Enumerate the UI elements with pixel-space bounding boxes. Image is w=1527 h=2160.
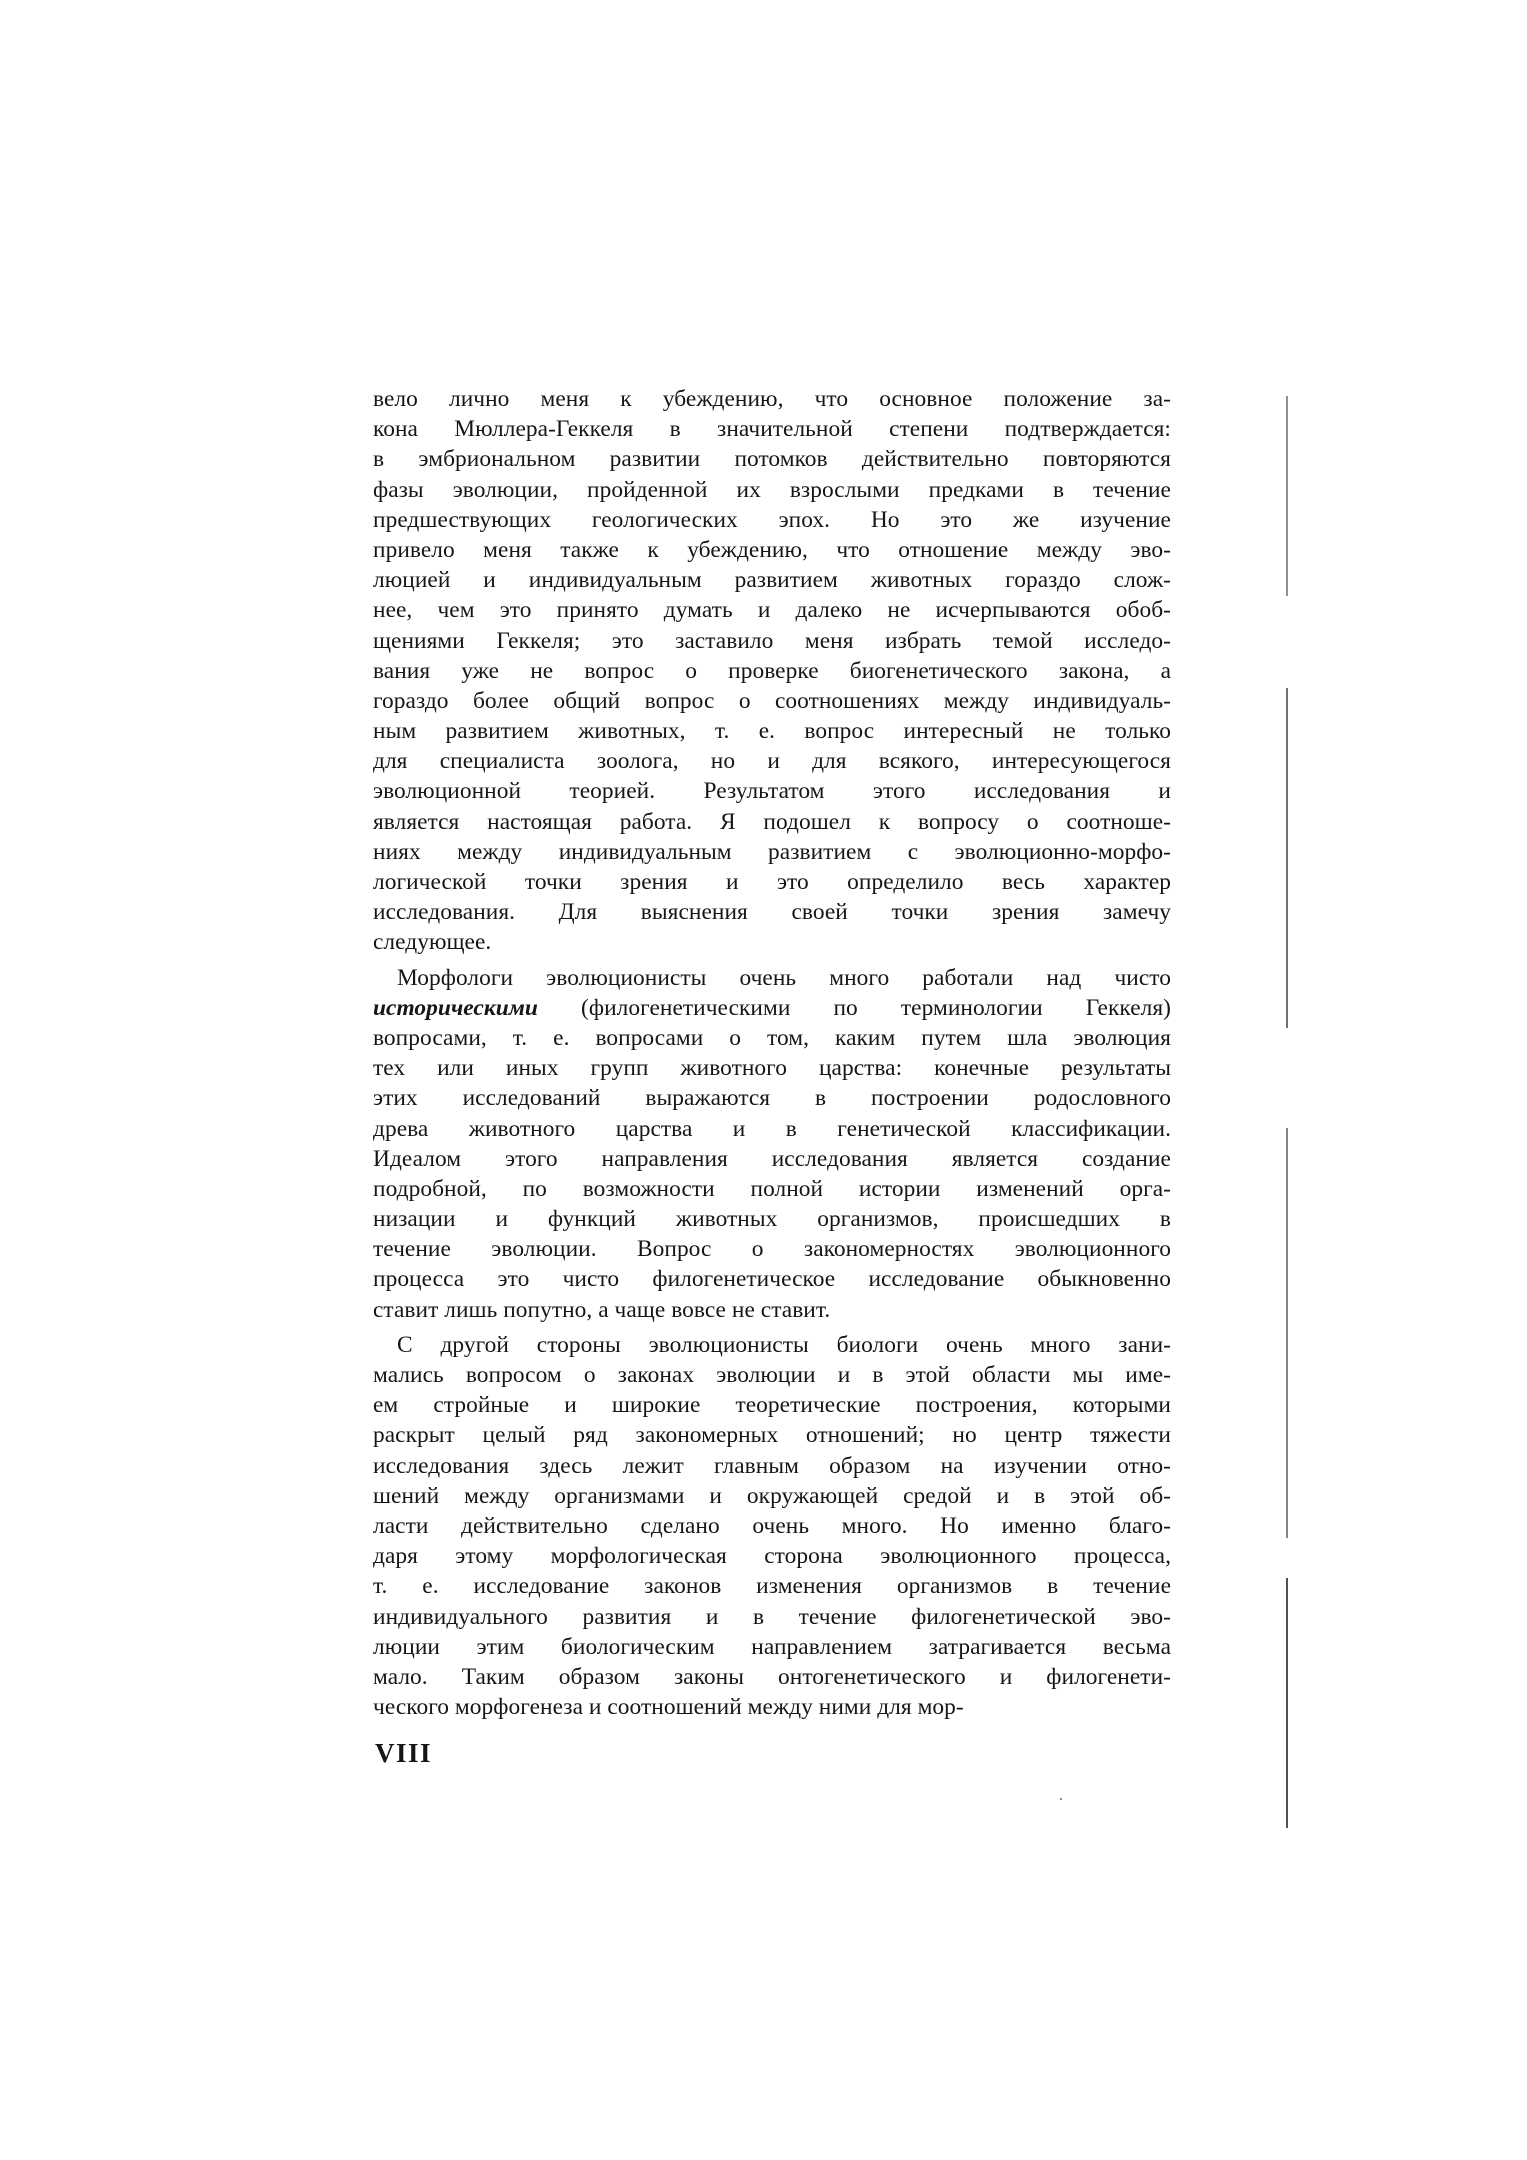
text-line: привело меня также к убеждению, что отношение между эво- — [373, 536, 1171, 563]
scan-edge-mark — [1286, 1578, 1288, 1828]
scan-edge-mark — [1286, 396, 1288, 596]
text-line: исследования. Для выяснения своей точки зрения замечу — [373, 899, 1171, 926]
text-line: в эмбриональном развитии потомков действительно повторяются — [373, 446, 1171, 473]
text-line: предшествующих геологических эпох. Но это же изучение — [373, 506, 1171, 533]
text-line: древа животного царства и в генетической классификации. — [373, 1115, 1171, 1142]
text-line: подробной, по возможности полной истории изменений орга- — [373, 1175, 1171, 1202]
italic-emphasis: историческими — [373, 994, 538, 1021]
text-line: люции этим биологическим направлением затрагивается весьма — [373, 1633, 1171, 1660]
body-text — [373, 384, 1171, 1722]
text-line: течение эволюции. Вопрос о закономерностях эволюционного — [373, 1236, 1171, 1263]
text-line: люцией и индивидуальным развитием животных гораздо слож- — [373, 567, 1171, 594]
text-line: следующее. — [373, 929, 492, 956]
text-line: т. е. исследование законов изменения организмов в течение — [373, 1573, 1171, 1600]
text-line: фазы эволюции, пройденной их взрослыми предками в течение — [373, 476, 1171, 503]
text-line — [373, 993, 1171, 1023]
text-line: гораздо более общий вопрос о соотношениях между индивидуаль- — [373, 687, 1171, 714]
text-line: ниях между индивидуальным развитием с эволюционно-морфо- — [373, 838, 1171, 865]
text-line: вело лично меня к убеждению, что основное положение за- — [373, 386, 1171, 412]
text-line: тех или иных групп животного царства: конечные результаты — [373, 1055, 1171, 1082]
text-line: кона Мюллера-Геккеля в значительной степени подтверждается: — [373, 416, 1171, 443]
text-line: этих исследований выражаются в построении родословного — [373, 1085, 1171, 1112]
text-line: низации и функций животных организмов, происшедших в — [373, 1206, 1171, 1233]
text-line: исследования здесь лежит главным образом на изучении отно- — [373, 1452, 1171, 1479]
text-line: мались вопросом о законах эволюции и в этой области мы име- — [373, 1362, 1171, 1388]
text-line: для специалиста зоолога, но и для всякого, интересующегося — [373, 748, 1171, 775]
text-line: вопросами, т. е. вопросами о том, каким путем шла эволюция — [373, 1024, 1171, 1051]
text-line: ческого морфогенеза и соотношений между ними для мор- — [373, 1694, 964, 1721]
text-line: даря этому морфологическая сторона эволюционного процесса, — [373, 1543, 1171, 1570]
page-number: VIII — [375, 1738, 433, 1768]
text-line: Морфологи эволюционисты очень много работали над чисто — [397, 964, 1171, 991]
text-line: Идеалом этого направления исследования является создание — [373, 1145, 1171, 1172]
scan-edge-mark — [1286, 688, 1288, 1028]
text-line: процесса это чисто филогенетическое исследование обыкновенно — [373, 1266, 1171, 1293]
text-line: ласти действительно сделано очень много. Но именно благо- — [373, 1512, 1171, 1539]
text-fragment: (филогенетическими по терминологии Геккеля) — [537, 994, 1171, 1021]
text-line: ем стройные и широкие теоретические построения, которыми — [373, 1392, 1171, 1419]
text-line: шений между организмами и окружающей средой и в этой об- — [373, 1482, 1171, 1509]
text-line: ставит лишь попутно, а чаще вовсе не ставит. — [373, 1296, 831, 1323]
scan-edge-mark — [1286, 1128, 1288, 1538]
text-line: эволюционной теорией. Результатом этого исследования и — [373, 778, 1171, 805]
text-line: индивидуального развития и в течение филогенетической эво- — [373, 1603, 1171, 1630]
scan-dust-speck — [1060, 1798, 1062, 1800]
text-line: раскрыт целый ряд закономерных отношений; но центр тяжести — [373, 1422, 1171, 1449]
text-line: щениями Геккеля; это заставило меня избрать темой исследо- — [373, 627, 1171, 654]
text-line: является настоящая работа. Я подошел к вопросу о соотноше- — [373, 808, 1171, 835]
text-line: вания уже не вопрос о проверке биогенетического закона, а — [373, 657, 1171, 684]
text-line: мало. Таким образом законы онтогенетического и филогенети- — [373, 1663, 1171, 1690]
text-line: нее, чем это принято думать и далеко не исчерпываются обоб- — [373, 597, 1171, 624]
text-line: ным развитием животных, т. е. вопрос интересный не только — [373, 718, 1171, 745]
text-line: С другой стороны эволюционисты биологи очень много зани- — [397, 1331, 1171, 1358]
text-line: логической точки зрения и это определило весь характер — [373, 869, 1171, 895]
